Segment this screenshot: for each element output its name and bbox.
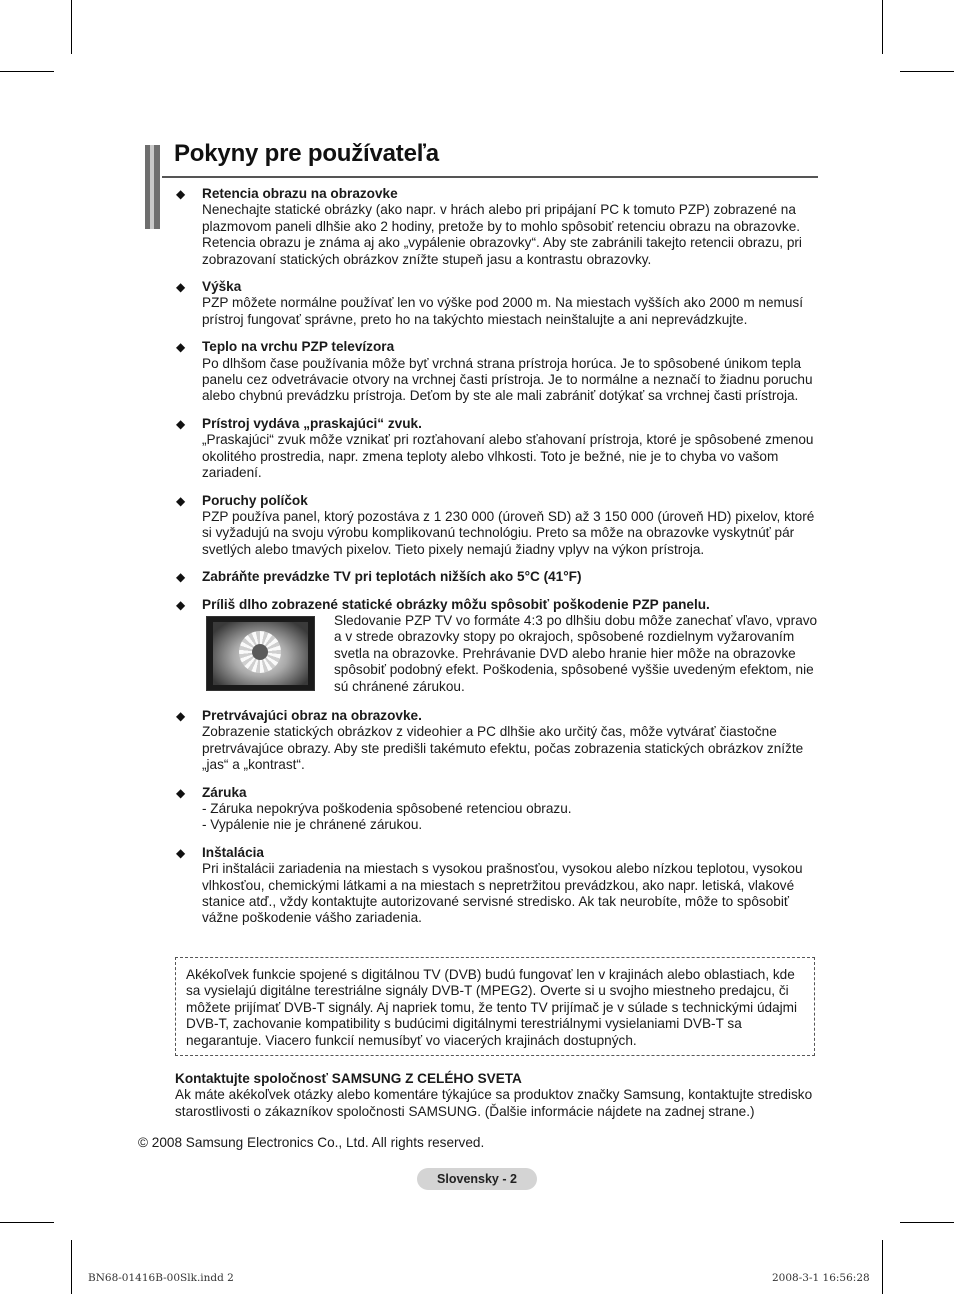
crop-mark — [900, 1222, 954, 1223]
bullet-icon: ◆ — [176, 340, 186, 355]
section-body-line: - Vypálenie nie je chránené zárukou. — [202, 817, 423, 833]
crop-mark — [882, 1240, 883, 1294]
section-body: Nenechajte statické obrázky (ako napr. v hrách alebo pri pripájaní PC k tomuto PZP) zobrazené na plazmovom paneli dlhšie ako 2 hodiny, pretože by to mohlo spôsobiť retenciu obrazu na obrazovke. Retencia obrazu je známa aj ako „vypálenie obrazovky“. Aby ste zabránili takejto retencii obrazu, pri zobrazovaní statických obrázkov znížte stupeň jasu a kontrastu obrazovky. — [202, 202, 802, 267]
footer-timestamp: 2008-3-1 16:56:28 — [772, 1272, 870, 1284]
plasma-tv-flower-image — [206, 616, 315, 691]
section-persistent-image — [174, 708, 819, 774]
bullet-icon: ◆ — [176, 187, 186, 201]
crop-mark — [0, 71, 54, 72]
section-altitude — [174, 279, 819, 328]
crop-mark — [882, 0, 883, 54]
section-body: „Praskajúci“ zvuk môže vznikať pri rozťahovaní alebo sťahovaní prístroja, ktoré je spôsobené zmenou okolitého prostredia, napr. zmena teploty alebo vlhkosti. Toto je bežné, nie je to chyba vo vašom zariadení. — [202, 432, 814, 481]
section-body-line: - Záruka nepokrýva poškodenia spôsobené retenciou obrazu. — [202, 800, 572, 816]
section-body: Zobrazenie statických obrázkov z videohier a PC dlhšie ako určitý čas, môže vytvárať čiastočne pretrvávajúce obrazy. Aby ste predišli takémuto efektu, počas zobrazenia statických obrázkov znížte „jas“ a „kontrast“. — [202, 724, 804, 773]
section-crackling — [174, 416, 819, 482]
page-title: Pokyny pre používateľa — [174, 140, 439, 167]
section-body: Po dlhšom čase používania môže byť vrchná strana prístroja horúca. Je to spôsobené únikom tepla panelu cez odvetrávacie otvory na vrchnej časti prístroja. Je to normálne a neznačí to žiadnu poruchu alebo chybnú prevádzku prístroja. Deťom by ste ale mali zabrániť dotýkať sa vrchnej časti prístroja. — [202, 355, 813, 404]
section-heading: Poruchy políčok — [202, 492, 308, 508]
bullet-icon: ◆ — [176, 785, 186, 800]
footer-file-name: BN68-01416B-00Slk.indd 2 — [88, 1272, 234, 1284]
flower-center — [252, 644, 268, 660]
crop-mark — [900, 71, 954, 72]
crop-mark — [71, 0, 72, 54]
section-body: PZP používa panel, ktorý pozostáva z 1 230 000 (úroveň SD) až 3 150 000 (úroveň HD) pixelov, ktoré si vyžadujú na svoju výrobu komplikovanú technológiu. Preto sa môže na obrazovke vyskytnúť pár svetlých alebo tmavých pixelov. Tieto pixely nemajú žiadny vplyv na výkon prístroja. — [202, 508, 815, 557]
section-heading: Retencia obrazu na obrazovke — [202, 186, 398, 201]
title-rule — [162, 176, 818, 178]
section-body: Sledovanie PZP TV vo formáte 4:3 po dlhšiu dobu môže zanechať vľavo, vpravo a v strede obrazovky stopy po okrajoch, spôsobené rozdielnym vyžarovaním svetla na obrazovke. Prehrávanie DVD alebo hranie hier môže na obrazovke spôsobiť podobný efekt. Poškodenia, spôsobené vyššie uvedeným efektom, nie sú chránené zárukou. — [334, 612, 818, 694]
section-installation — [174, 845, 819, 927]
section-heading: Pretrvávajúci obraz na obrazovke. — [202, 707, 422, 723]
section-static-images — [174, 597, 819, 697]
section-image-retention — [174, 186, 819, 268]
crop-mark — [0, 1222, 54, 1223]
contact-section — [175, 1071, 820, 1120]
section-heading: Teplo na vrchu PZP televízora — [202, 339, 395, 355]
bullet-icon: ◆ — [176, 570, 186, 585]
crop-mark — [71, 1240, 72, 1294]
copyright-text: © 2008 Samsung Electronics Co., Ltd. All rights reserved. — [138, 1135, 485, 1150]
bullet-icon: ◆ — [176, 708, 186, 723]
section-heading: Príliš dlho zobrazené statické obrázky môžu spôsobiť poškodenie PZP panelu. — [202, 596, 710, 612]
page-number-badge: Slovensky - 2 — [417, 1168, 537, 1190]
section-heading: Inštalácia — [202, 844, 264, 860]
bullet-icon: ◆ — [176, 845, 186, 860]
bullet-icon: ◆ — [176, 416, 186, 431]
contact-body: Ak máte akékoľvek otázky alebo komentáre týkajúce sa produktov značky Samsung, kontaktujte stredisko starostlivosti o zákazníkov spoločnosti SAMSUNG. (Ďalšie informácie nájdete na zadnej strane.) — [175, 1087, 813, 1119]
bullet-icon: ◆ — [176, 493, 186, 508]
bullet-icon: ◆ — [176, 597, 186, 612]
title-side-bar-highlight — [150, 145, 154, 229]
dvb-notice-box: Akékoľvek funkcie spojené s digitálnou TV (DVB) budú fungovať len v krajinách alebo oblastiach, kde sa vysielajú digitálne terestriálne signály DVB-T (MPEG2). Overte si u svojho miestneho predajcu, či môžete prijímať DVB-T signály. Aj napriek tomu, že tento TV prijímač je v súlade s technickými údajmi DVB-T, zachovanie kompatibility s budúcimi digitálnymi terestriálnymi vysielaniami DVB-T sa negarantuje. Viacero funkcií nemusíbyť vo viacerých krajinách dostupných. — [175, 957, 815, 1056]
bullet-icon: ◆ — [176, 280, 186, 295]
section-heading: Prístroj vydáva „praskajúci“ zvuk. — [202, 415, 422, 431]
section-warranty — [174, 785, 819, 834]
section-heading: Záruka — [202, 784, 247, 800]
section-heading: Výška — [202, 279, 242, 295]
section-body: Pri inštalácii zariadenia na miestach s vysokou prašnosťou, vysokou alebo nízkou teplotou, vysokou vlhkosťou, chemickými látkami a na miestach s nepretržitou prevádzkou, ako napr. letiská, vlakové stanice atď., vždy kontaktujte autorizované servisné stredisko. Ak tak neurobíte, môže to spôsobiť vážne poškodenie vášho zariadenia. — [202, 861, 803, 926]
contact-heading: Kontaktujte spoločnosť SAMSUNG Z CELÉHO SVETA — [175, 1071, 522, 1086]
section-temperature — [174, 569, 819, 585]
section-body: PZP môžete normálne používať len vo výške pod 2000 m. Na miestach vyšších ako 2000 m nemusí prístroj fungovať správne, preto ho na takýchto miestach neinštalujte a ani neprevádzkujte. — [202, 295, 803, 327]
section-cell-defects — [174, 493, 819, 559]
section-heading: Zabráňte prevádzke TV pri teplotách nižších ako 5°C (41°F) — [202, 569, 582, 585]
section-heat — [174, 339, 819, 405]
instructions-list — [174, 186, 819, 938]
